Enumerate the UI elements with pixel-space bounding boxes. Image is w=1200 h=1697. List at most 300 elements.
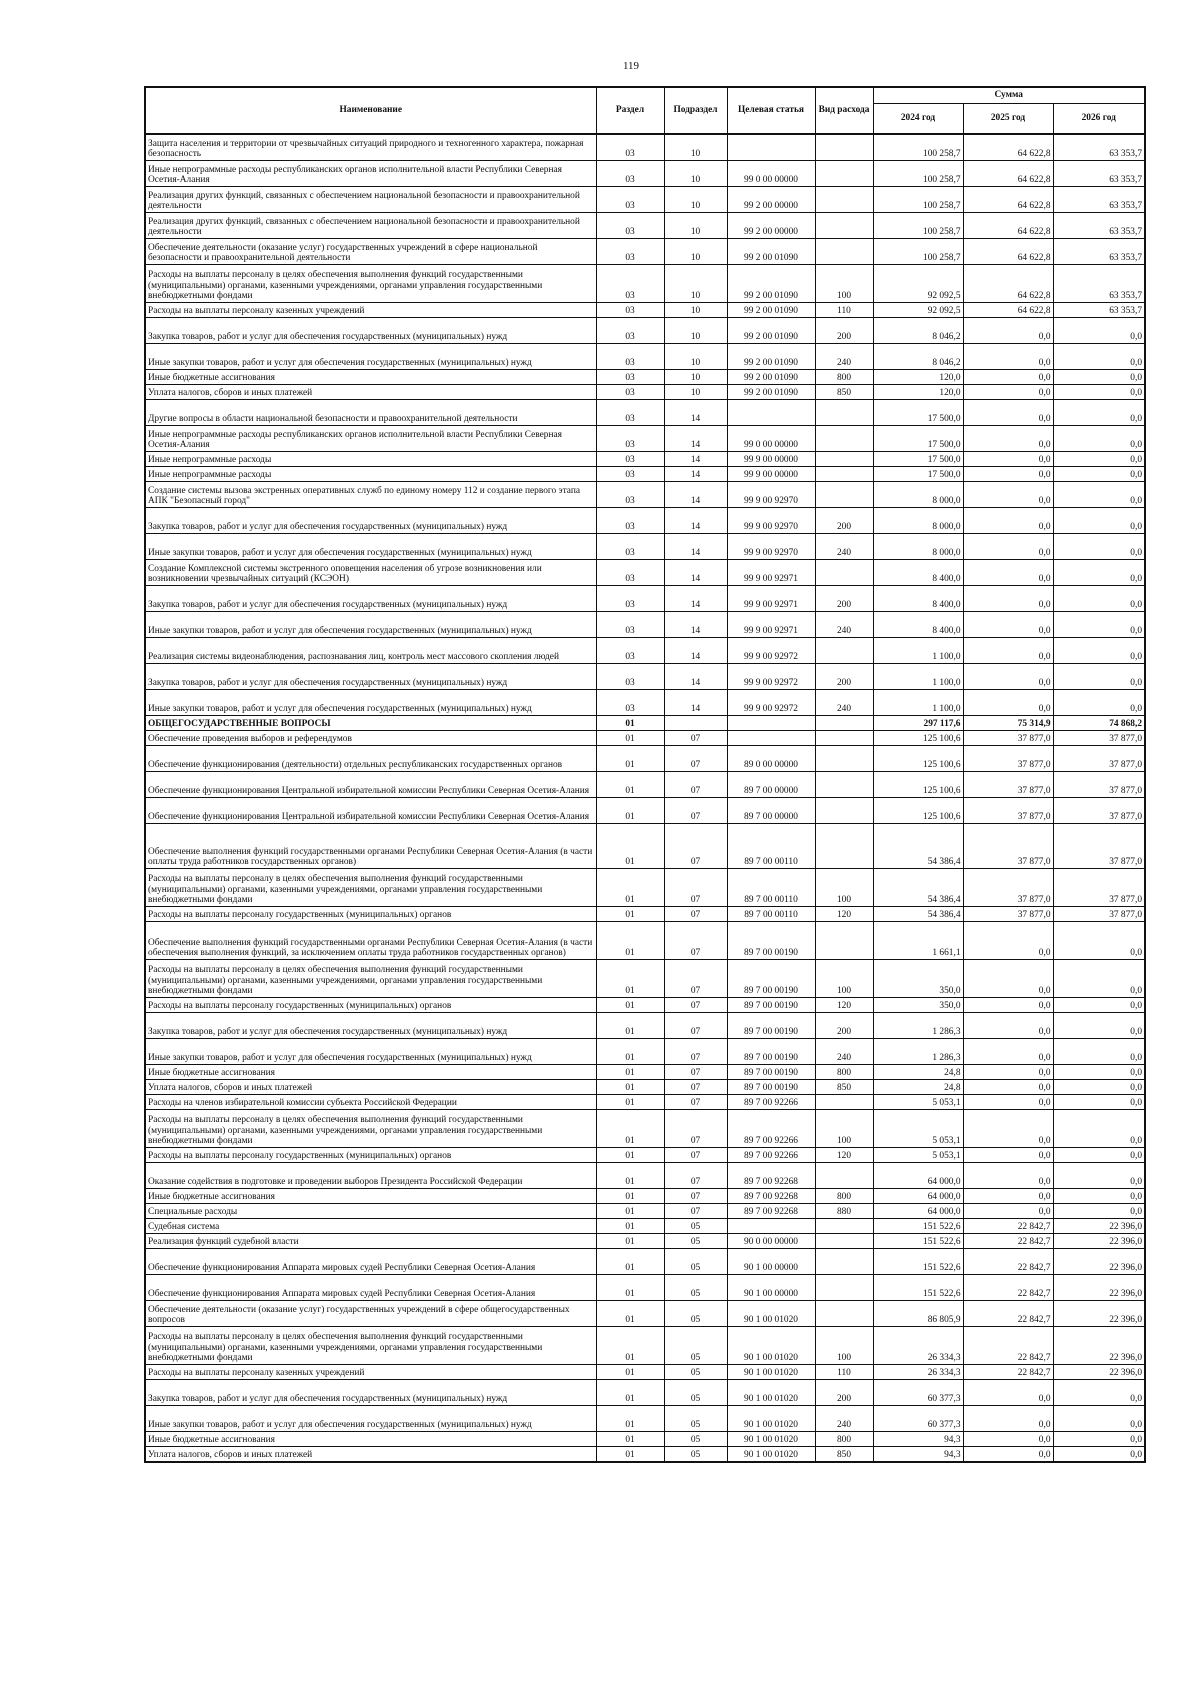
cell-name: Обеспечение проведения выборов и референдумов bbox=[145, 731, 596, 746]
table-row bbox=[145, 1080, 1145, 1095]
cell-celevaya-statya: 89 7 00 00110 bbox=[727, 907, 815, 922]
cell-sum-2024: 8 400,0 bbox=[873, 586, 963, 612]
cell-vid-raskhoda: 850 bbox=[815, 1080, 873, 1095]
cell-celevaya-statya: 90 1 00 01020 bbox=[727, 1365, 815, 1380]
cell-razdel: 01 bbox=[596, 1327, 664, 1365]
cell-vid-raskhoda: 120 bbox=[815, 1148, 873, 1163]
cell-name: Иные закупки товаров, работ и услуг для обеспечения государственных (муниципальных) нужд bbox=[145, 1406, 596, 1432]
cell-podrazdel: 05 bbox=[664, 1365, 727, 1380]
cell-vid-raskhoda bbox=[815, 1163, 873, 1189]
cell-sum-2026: 0,0 bbox=[1053, 1080, 1145, 1095]
cell-vid-raskhoda bbox=[815, 1301, 873, 1327]
cell-sum-2024: 1 286,3 bbox=[873, 1039, 963, 1065]
table-row bbox=[145, 586, 1145, 612]
cell-celevaya-statya: 89 7 00 92266 bbox=[727, 1095, 815, 1110]
cell-vid-raskhoda bbox=[815, 798, 873, 824]
cell-name: Закупка товаров, работ и услуг для обеспечения государственных (муниципальных) нужд bbox=[145, 1013, 596, 1039]
cell-sum-2026: 37 877,0 bbox=[1053, 869, 1145, 907]
cell-sum-2024: 350,0 bbox=[873, 998, 963, 1013]
cell-sum-2026: 0,0 bbox=[1053, 344, 1145, 370]
cell-sum-2025: 37 877,0 bbox=[963, 824, 1053, 869]
table-row bbox=[145, 508, 1145, 534]
cell-name: Расходы на членов избирательной комиссии субъекта Российской Федерации bbox=[145, 1095, 596, 1110]
cell-vid-raskhoda: 850 bbox=[815, 1447, 873, 1463]
cell-celevaya-statya: 89 0 00 00000 bbox=[727, 746, 815, 772]
cell-sum-2025: 0,0 bbox=[963, 534, 1053, 560]
cell-celevaya-statya: 99 2 00 01090 bbox=[727, 318, 815, 344]
header-name: Наименование bbox=[145, 87, 596, 134]
cell-celevaya-statya: 99 9 00 92971 bbox=[727, 586, 815, 612]
cell-name: Закупка товаров, работ и услуг для обеспечения государственных (муниципальных) нужд bbox=[145, 664, 596, 690]
cell-podrazdel: 10 bbox=[664, 134, 727, 161]
cell-podrazdel: 14 bbox=[664, 612, 727, 638]
cell-sum-2026: 0,0 bbox=[1053, 690, 1145, 716]
cell-sum-2025: 64 622,8 bbox=[963, 265, 1053, 303]
table-row bbox=[145, 318, 1145, 344]
cell-sum-2024: 60 377,3 bbox=[873, 1380, 963, 1406]
table-row bbox=[145, 798, 1145, 824]
cell-podrazdel: 05 bbox=[664, 1275, 727, 1301]
cell-razdel: 03 bbox=[596, 508, 664, 534]
cell-podrazdel: 07 bbox=[664, 772, 727, 798]
cell-name: Уплата налогов, сборов и иных платежей bbox=[145, 1080, 596, 1095]
cell-celevaya-statya: 99 2 00 00000 bbox=[727, 213, 815, 239]
cell-podrazdel: 05 bbox=[664, 1301, 727, 1327]
cell-celevaya-statya bbox=[727, 134, 815, 161]
cell-podrazdel: 05 bbox=[664, 1327, 727, 1365]
cell-sum-2026: 37 877,0 bbox=[1053, 798, 1145, 824]
cell-sum-2026: 22 396,0 bbox=[1053, 1275, 1145, 1301]
cell-vid-raskhoda bbox=[815, 239, 873, 265]
table-row bbox=[145, 1365, 1145, 1380]
header-celevaya-statya: Целевая статья bbox=[727, 87, 815, 134]
cell-name: Обеспечение функционирования Аппарата мировых судей Республики Северная Осетия-Алания bbox=[145, 1275, 596, 1301]
cell-podrazdel: 07 bbox=[664, 922, 727, 960]
cell-name: Закупка товаров, работ и услуг для обеспечения государственных (муниципальных) нужд bbox=[145, 586, 596, 612]
table-row bbox=[145, 1432, 1145, 1447]
cell-razdel: 01 bbox=[596, 1432, 664, 1447]
cell-celevaya-statya: 99 9 00 92970 bbox=[727, 508, 815, 534]
cell-name: Защита населения и территории от чрезвычайных ситуаций природного и техногенного характера, пожарная безопасность bbox=[145, 134, 596, 161]
cell-vid-raskhoda: 800 bbox=[815, 1065, 873, 1080]
cell-sum-2026: 0,0 bbox=[1053, 318, 1145, 344]
cell-sum-2025: 0,0 bbox=[963, 998, 1053, 1013]
cell-podrazdel: 05 bbox=[664, 1219, 727, 1234]
cell-podrazdel: 07 bbox=[664, 798, 727, 824]
header-razdel: Раздел bbox=[596, 87, 664, 134]
table-row bbox=[145, 1234, 1145, 1249]
cell-podrazdel: 05 bbox=[664, 1447, 727, 1463]
cell-razdel: 01 bbox=[596, 1013, 664, 1039]
cell-sum-2024: 1 100,0 bbox=[873, 664, 963, 690]
cell-podrazdel: 07 bbox=[664, 824, 727, 869]
header-year-2024: 2024 год bbox=[873, 104, 963, 135]
cell-vid-raskhoda: 240 bbox=[815, 1406, 873, 1432]
cell-sum-2024: 8 400,0 bbox=[873, 560, 963, 586]
cell-podrazdel: 14 bbox=[664, 586, 727, 612]
cell-razdel: 01 bbox=[596, 1189, 664, 1204]
cell-sum-2025: 37 877,0 bbox=[963, 746, 1053, 772]
cell-sum-2025: 0,0 bbox=[963, 1447, 1053, 1463]
cell-sum-2026: 37 877,0 bbox=[1053, 746, 1145, 772]
cell-celevaya-statya: 99 2 00 01090 bbox=[727, 303, 815, 318]
cell-sum-2025: 0,0 bbox=[963, 370, 1053, 385]
cell-vid-raskhoda: 100 bbox=[815, 960, 873, 998]
cell-vid-raskhoda bbox=[815, 452, 873, 467]
cell-vid-raskhoda: 120 bbox=[815, 907, 873, 922]
cell-sum-2026: 0,0 bbox=[1053, 1189, 1145, 1204]
cell-sum-2025: 37 877,0 bbox=[963, 731, 1053, 746]
cell-podrazdel: 10 bbox=[664, 213, 727, 239]
cell-name: Расходы на выплаты персоналу в целях обеспечения выполнения функций государственными (муниципальными) органами, казенными учреждениями, органами управления государственными внебюджетными фондами bbox=[145, 265, 596, 303]
cell-celevaya-statya: 89 7 00 00190 bbox=[727, 1039, 815, 1065]
cell-sum-2025: 22 842,7 bbox=[963, 1301, 1053, 1327]
cell-sum-2026: 22 396,0 bbox=[1053, 1234, 1145, 1249]
cell-name: Судебная система bbox=[145, 1219, 596, 1234]
cell-name: Расходы на выплаты персоналу государственных (муниципальных) органов bbox=[145, 998, 596, 1013]
cell-razdel: 03 bbox=[596, 426, 664, 452]
cell-sum-2026: 0,0 bbox=[1053, 1447, 1145, 1463]
cell-celevaya-statya bbox=[727, 716, 815, 731]
cell-sum-2025: 0,0 bbox=[963, 1406, 1053, 1432]
cell-podrazdel: 14 bbox=[664, 508, 727, 534]
cell-razdel: 03 bbox=[596, 467, 664, 482]
table-row bbox=[145, 1380, 1145, 1406]
cell-celevaya-statya: 89 7 00 92268 bbox=[727, 1189, 815, 1204]
cell-sum-2025: 0,0 bbox=[963, 612, 1053, 638]
cell-razdel: 01 bbox=[596, 746, 664, 772]
table-row bbox=[145, 1148, 1145, 1163]
cell-name: Обеспечение функционирования Аппарата мировых судей Республики Северная Осетия-Алания bbox=[145, 1249, 596, 1275]
cell-sum-2024: 5 053,1 bbox=[873, 1148, 963, 1163]
cell-sum-2026: 0,0 bbox=[1053, 508, 1145, 534]
cell-name: Обеспечение функционирования Центральной избирательной комиссии Республики Северная Осетия-Алания bbox=[145, 798, 596, 824]
cell-sum-2024: 8 046,2 bbox=[873, 318, 963, 344]
cell-podrazdel: 07 bbox=[664, 998, 727, 1013]
cell-sum-2026: 0,0 bbox=[1053, 960, 1145, 998]
cell-sum-2025: 0,0 bbox=[963, 452, 1053, 467]
cell-razdel: 03 bbox=[596, 213, 664, 239]
cell-sum-2024: 64 000,0 bbox=[873, 1189, 963, 1204]
cell-celevaya-statya: 99 2 00 01090 bbox=[727, 370, 815, 385]
table-row bbox=[145, 960, 1145, 998]
cell-sum-2024: 8 046,2 bbox=[873, 344, 963, 370]
cell-podrazdel bbox=[664, 716, 727, 731]
table-row bbox=[145, 1249, 1145, 1275]
cell-vid-raskhoda bbox=[815, 560, 873, 586]
cell-razdel: 01 bbox=[596, 960, 664, 998]
cell-celevaya-statya: 99 0 00 00000 bbox=[727, 426, 815, 452]
cell-podrazdel: 10 bbox=[664, 370, 727, 385]
cell-sum-2024: 24,8 bbox=[873, 1080, 963, 1095]
cell-celevaya-statya: 89 7 00 00190 bbox=[727, 922, 815, 960]
cell-razdel: 01 bbox=[596, 1406, 664, 1432]
cell-name: Уплата налогов, сборов и иных платежей bbox=[145, 1447, 596, 1463]
table-row bbox=[145, 1110, 1145, 1148]
cell-sum-2024: 100 258,7 bbox=[873, 187, 963, 213]
cell-sum-2024: 26 334,3 bbox=[873, 1365, 963, 1380]
cell-sum-2026: 0,0 bbox=[1053, 586, 1145, 612]
cell-vid-raskhoda bbox=[815, 213, 873, 239]
cell-sum-2024: 8 000,0 bbox=[873, 534, 963, 560]
cell-celevaya-statya: 99 9 00 92972 bbox=[727, 638, 815, 664]
table-row bbox=[145, 1275, 1145, 1301]
cell-celevaya-statya bbox=[727, 1219, 815, 1234]
cell-sum-2025: 0,0 bbox=[963, 426, 1053, 452]
table-row bbox=[145, 731, 1145, 746]
cell-razdel: 01 bbox=[596, 1095, 664, 1110]
cell-name: Иные непрограммные расходы bbox=[145, 452, 596, 467]
cell-name: Создание системы вызова экстренных оперативных служб по единому номеру 112 и создание первого этапа АПК "Безопасный город" bbox=[145, 482, 596, 508]
cell-podrazdel: 10 bbox=[664, 161, 727, 187]
cell-vid-raskhoda bbox=[815, 1234, 873, 1249]
cell-celevaya-statya: 90 1 00 01020 bbox=[727, 1327, 815, 1365]
cell-sum-2025: 0,0 bbox=[963, 1189, 1053, 1204]
cell-sum-2024: 24,8 bbox=[873, 1065, 963, 1080]
cell-podrazdel: 07 bbox=[664, 1148, 727, 1163]
cell-sum-2024: 151 522,6 bbox=[873, 1219, 963, 1234]
cell-name: Реализация системы видеонаблюдения, распознавания лиц, контроль мест массового скопления людей bbox=[145, 638, 596, 664]
cell-sum-2025: 0,0 bbox=[963, 560, 1053, 586]
table-row bbox=[145, 400, 1145, 426]
cell-sum-2024: 100 258,7 bbox=[873, 161, 963, 187]
cell-podrazdel: 07 bbox=[664, 907, 727, 922]
cell-sum-2026: 0,0 bbox=[1053, 612, 1145, 638]
cell-vid-raskhoda: 200 bbox=[815, 318, 873, 344]
table-row bbox=[145, 998, 1145, 1013]
cell-razdel: 01 bbox=[596, 922, 664, 960]
cell-vid-raskhoda bbox=[815, 772, 873, 798]
table-row bbox=[145, 1301, 1145, 1327]
cell-sum-2024: 125 100,6 bbox=[873, 731, 963, 746]
cell-podrazdel: 10 bbox=[664, 265, 727, 303]
cell-sum-2025: 64 622,8 bbox=[963, 303, 1053, 318]
cell-celevaya-statya bbox=[727, 400, 815, 426]
cell-podrazdel: 14 bbox=[664, 560, 727, 586]
cell-podrazdel: 14 bbox=[664, 690, 727, 716]
cell-vid-raskhoda: 800 bbox=[815, 370, 873, 385]
cell-podrazdel: 07 bbox=[664, 869, 727, 907]
table-row bbox=[145, 560, 1145, 586]
cell-razdel: 01 bbox=[596, 716, 664, 731]
cell-sum-2024: 120,0 bbox=[873, 370, 963, 385]
cell-vid-raskhoda bbox=[815, 716, 873, 731]
cell-sum-2024: 120,0 bbox=[873, 385, 963, 400]
cell-celevaya-statya: 99 9 00 92970 bbox=[727, 482, 815, 508]
cell-podrazdel: 07 bbox=[664, 1065, 727, 1080]
cell-podrazdel: 07 bbox=[664, 1095, 727, 1110]
cell-vid-raskhoda bbox=[815, 922, 873, 960]
cell-sum-2024: 17 500,0 bbox=[873, 400, 963, 426]
cell-name: Закупка товаров, работ и услуг для обеспечения государственных (муниципальных) нужд bbox=[145, 508, 596, 534]
cell-podrazdel: 10 bbox=[664, 385, 727, 400]
cell-celevaya-statya: 89 7 00 00190 bbox=[727, 998, 815, 1013]
cell-sum-2025: 0,0 bbox=[963, 400, 1053, 426]
cell-name: Специальные расходы bbox=[145, 1204, 596, 1219]
cell-name: Обеспечение выполнения функций государственными органами Республики Северная Осетия-Алания (в части обеспечения выполнения функций, за исключением оплаты труда работников государственных органов) bbox=[145, 922, 596, 960]
table-header bbox=[145, 87, 1145, 134]
cell-vid-raskhoda: 110 bbox=[815, 1365, 873, 1380]
cell-sum-2025: 0,0 bbox=[963, 344, 1053, 370]
cell-podrazdel: 07 bbox=[664, 746, 727, 772]
cell-sum-2024: 5 053,1 bbox=[873, 1110, 963, 1148]
cell-vid-raskhoda: 850 bbox=[815, 385, 873, 400]
cell-sum-2026: 0,0 bbox=[1053, 664, 1145, 690]
cell-sum-2026: 0,0 bbox=[1053, 638, 1145, 664]
cell-sum-2024: 64 000,0 bbox=[873, 1163, 963, 1189]
cell-sum-2025: 64 622,8 bbox=[963, 161, 1053, 187]
cell-sum-2024: 297 117,6 bbox=[873, 716, 963, 731]
cell-name: Иные непрограммные расходы республиканских органов исполнительной власти Республики Северная Осетия-Алания bbox=[145, 161, 596, 187]
cell-sum-2024: 8 400,0 bbox=[873, 612, 963, 638]
cell-sum-2026: 0,0 bbox=[1053, 1013, 1145, 1039]
cell-celevaya-statya: 89 7 00 92266 bbox=[727, 1110, 815, 1148]
cell-celevaya-statya: 99 9 00 92970 bbox=[727, 534, 815, 560]
table-row bbox=[145, 1065, 1145, 1080]
table-row bbox=[145, 1447, 1145, 1463]
cell-razdel: 03 bbox=[596, 303, 664, 318]
cell-vid-raskhoda bbox=[815, 187, 873, 213]
cell-podrazdel: 10 bbox=[664, 344, 727, 370]
cell-sum-2025: 0,0 bbox=[963, 1110, 1053, 1148]
cell-sum-2024: 100 258,7 bbox=[873, 213, 963, 239]
cell-sum-2024: 100 258,7 bbox=[873, 134, 963, 161]
cell-celevaya-statya: 99 2 00 01090 bbox=[727, 265, 815, 303]
cell-vid-raskhoda bbox=[815, 638, 873, 664]
table-row bbox=[145, 824, 1145, 869]
cell-sum-2026: 0,0 bbox=[1053, 1163, 1145, 1189]
table-row bbox=[145, 426, 1145, 452]
cell-sum-2026: 0,0 bbox=[1053, 560, 1145, 586]
cell-name: Уплата налогов, сборов и иных платежей bbox=[145, 385, 596, 400]
cell-sum-2026: 0,0 bbox=[1053, 400, 1145, 426]
cell-vid-raskhoda bbox=[815, 467, 873, 482]
cell-razdel: 01 bbox=[596, 1219, 664, 1234]
cell-razdel: 03 bbox=[596, 664, 664, 690]
cell-sum-2024: 350,0 bbox=[873, 960, 963, 998]
table-row bbox=[145, 1327, 1145, 1365]
cell-sum-2024: 1 100,0 bbox=[873, 690, 963, 716]
table-row bbox=[145, 134, 1145, 161]
cell-razdel: 01 bbox=[596, 1301, 664, 1327]
cell-sum-2024: 94,3 bbox=[873, 1432, 963, 1447]
table-row bbox=[145, 1219, 1145, 1234]
cell-sum-2026: 63 353,7 bbox=[1053, 213, 1145, 239]
cell-razdel: 01 bbox=[596, 1234, 664, 1249]
cell-celevaya-statya: 90 0 00 00000 bbox=[727, 1234, 815, 1249]
cell-celevaya-statya: 89 7 00 00110 bbox=[727, 869, 815, 907]
cell-sum-2026: 22 396,0 bbox=[1053, 1249, 1145, 1275]
cell-sum-2026: 0,0 bbox=[1053, 370, 1145, 385]
cell-sum-2026: 0,0 bbox=[1053, 1065, 1145, 1080]
cell-vid-raskhoda: 200 bbox=[815, 508, 873, 534]
cell-name: Иные закупки товаров, работ и услуг для обеспечения государственных (муниципальных) нужд bbox=[145, 534, 596, 560]
cell-sum-2025: 22 842,7 bbox=[963, 1234, 1053, 1249]
table-row bbox=[145, 746, 1145, 772]
cell-vid-raskhoda bbox=[815, 746, 873, 772]
cell-sum-2025: 0,0 bbox=[963, 1039, 1053, 1065]
header-podrazdel: Подраздел bbox=[664, 87, 727, 134]
cell-sum-2025: 0,0 bbox=[963, 1065, 1053, 1080]
cell-podrazdel: 14 bbox=[664, 482, 727, 508]
cell-name: Иные закупки товаров, работ и услуг для обеспечения государственных (муниципальных) нужд bbox=[145, 612, 596, 638]
cell-celevaya-statya: 89 7 00 92268 bbox=[727, 1204, 815, 1219]
cell-razdel: 03 bbox=[596, 134, 664, 161]
cell-razdel: 01 bbox=[596, 1080, 664, 1095]
cell-sum-2024: 125 100,6 bbox=[873, 746, 963, 772]
cell-name: Обеспечение функционирования Центральной избирательной комиссии Республики Северная Осетия-Алания bbox=[145, 772, 596, 798]
cell-celevaya-statya bbox=[727, 731, 815, 746]
cell-sum-2026: 63 353,7 bbox=[1053, 239, 1145, 265]
cell-sum-2024: 92 092,5 bbox=[873, 303, 963, 318]
cell-razdel: 01 bbox=[596, 772, 664, 798]
cell-sum-2026: 22 396,0 bbox=[1053, 1219, 1145, 1234]
cell-razdel: 01 bbox=[596, 824, 664, 869]
cell-vid-raskhoda: 100 bbox=[815, 869, 873, 907]
cell-sum-2025: 22 842,7 bbox=[963, 1249, 1053, 1275]
cell-podrazdel: 10 bbox=[664, 239, 727, 265]
table-row bbox=[145, 385, 1145, 400]
cell-sum-2024: 17 500,0 bbox=[873, 467, 963, 482]
cell-razdel: 01 bbox=[596, 1249, 664, 1275]
cell-vid-raskhoda bbox=[815, 731, 873, 746]
cell-razdel: 03 bbox=[596, 385, 664, 400]
table-row bbox=[145, 452, 1145, 467]
cell-sum-2025: 64 622,8 bbox=[963, 213, 1053, 239]
cell-podrazdel: 07 bbox=[664, 1110, 727, 1148]
cell-celevaya-statya: 90 1 00 00000 bbox=[727, 1249, 815, 1275]
cell-razdel: 01 bbox=[596, 1447, 664, 1463]
cell-razdel: 01 bbox=[596, 1365, 664, 1380]
cell-name: Реализация других функций, связанных с обеспечением национальной безопасности и правоохранительной деятельности bbox=[145, 187, 596, 213]
cell-sum-2024: 60 377,3 bbox=[873, 1406, 963, 1432]
cell-sum-2026: 0,0 bbox=[1053, 922, 1145, 960]
cell-sum-2024: 26 334,3 bbox=[873, 1327, 963, 1365]
cell-name: Иные бюджетные ассигнования bbox=[145, 370, 596, 385]
cell-name: Реализация других функций, связанных с обеспечением национальной безопасности и правоохранительной деятельности bbox=[145, 213, 596, 239]
cell-sum-2024: 54 386,4 bbox=[873, 907, 963, 922]
cell-vid-raskhoda: 110 bbox=[815, 303, 873, 318]
cell-podrazdel: 05 bbox=[664, 1234, 727, 1249]
cell-sum-2025: 37 877,0 bbox=[963, 772, 1053, 798]
budget-table bbox=[144, 86, 1146, 1463]
cell-podrazdel: 10 bbox=[664, 318, 727, 344]
cell-razdel: 03 bbox=[596, 344, 664, 370]
cell-name: Оказание содействия в подготовке и проведении выборов Президента Российской Федерации bbox=[145, 1163, 596, 1189]
table-row bbox=[145, 664, 1145, 690]
cell-sum-2026: 0,0 bbox=[1053, 1204, 1145, 1219]
cell-celevaya-statya: 89 7 00 00000 bbox=[727, 772, 815, 798]
cell-name: Обеспечение функционирования (деятельности) отдельных республиканских государственных органов bbox=[145, 746, 596, 772]
cell-razdel: 01 bbox=[596, 907, 664, 922]
header-year-2025: 2025 год bbox=[963, 104, 1053, 135]
cell-sum-2025: 0,0 bbox=[963, 586, 1053, 612]
cell-celevaya-statya: 89 7 00 00190 bbox=[727, 1065, 815, 1080]
cell-razdel: 01 bbox=[596, 1148, 664, 1163]
cell-celevaya-statya: 99 9 00 92971 bbox=[727, 612, 815, 638]
cell-vid-raskhoda bbox=[815, 824, 873, 869]
cell-sum-2024: 54 386,4 bbox=[873, 869, 963, 907]
cell-podrazdel: 14 bbox=[664, 664, 727, 690]
page-number: 119 bbox=[622, 60, 640, 72]
cell-razdel: 03 bbox=[596, 586, 664, 612]
cell-podrazdel: 07 bbox=[664, 1163, 727, 1189]
table-row bbox=[145, 467, 1145, 482]
cell-vid-raskhoda bbox=[815, 1249, 873, 1275]
cell-sum-2026: 63 353,7 bbox=[1053, 187, 1145, 213]
cell-sum-2026: 0,0 bbox=[1053, 452, 1145, 467]
table-row bbox=[145, 370, 1145, 385]
